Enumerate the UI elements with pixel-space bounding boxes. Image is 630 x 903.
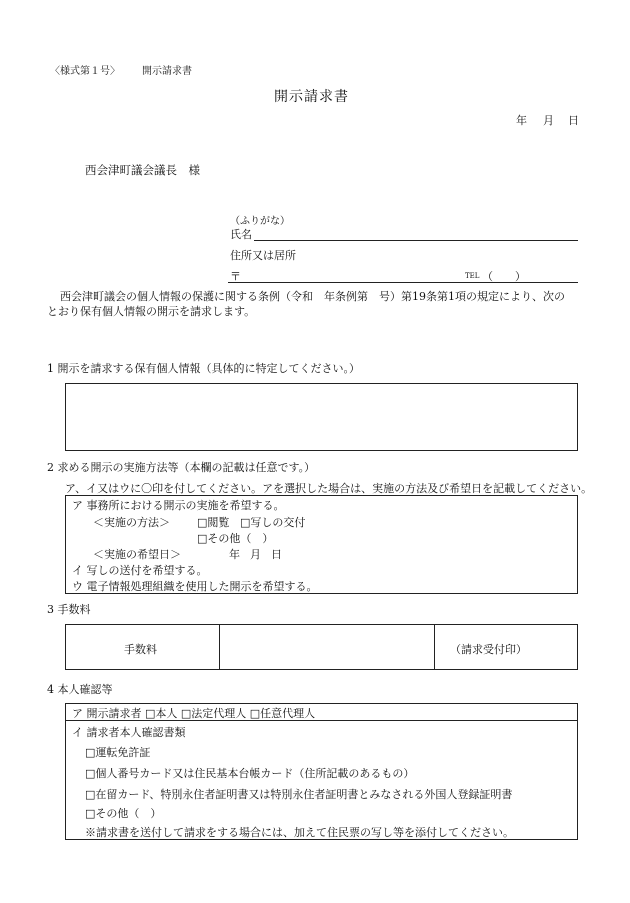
option-a[interactable]: ア 事務所における開示の実施を希望する。 xyxy=(72,499,285,512)
desired-date-month: 月 xyxy=(250,548,261,561)
method-view-checkbox[interactable]: □閲覧 xyxy=(197,516,230,529)
fee-table-divider xyxy=(219,625,220,669)
form-number: 〈様式第１号〉 xyxy=(50,66,120,77)
option-u[interactable]: ウ 電子情報処理組織を使用した開示を希望する。 xyxy=(72,580,318,593)
page-title: 開示請求書 xyxy=(274,89,349,105)
section4-heading: 4 本人確認等 xyxy=(47,683,113,696)
name-field[interactable] xyxy=(254,240,578,241)
address-field[interactable] xyxy=(228,282,578,283)
postal-mark: 〒 xyxy=(230,270,241,283)
date-year-label: 年 xyxy=(516,114,527,127)
fee-label: 手数料 xyxy=(124,643,157,656)
date-day-label: 日 xyxy=(568,114,579,127)
date-month-label: 月 xyxy=(543,114,554,127)
section1-heading: 1 開示を請求する保有個人情報（具体的に特定してください。） xyxy=(47,362,360,375)
id-doc-drivers-license[interactable]: □運転免許証 xyxy=(85,746,151,759)
tel-mark: TEL xyxy=(465,272,480,280)
intro-line2: とおり保有個人情報の開示を請求します。 xyxy=(47,305,256,318)
fee-table xyxy=(65,624,578,670)
personal-info-textbox[interactable] xyxy=(65,383,578,451)
id-doc-residence-card[interactable]: □在留カード、特別永住者証明書又は特別永住者証明書とみなされる外国人登録証明書 xyxy=(85,788,513,801)
section3-heading: 3 手数料 xyxy=(47,603,91,616)
address-label: 住所又は居所 xyxy=(230,249,296,262)
tel-parens: （ ） xyxy=(482,270,526,283)
identity-verification-table xyxy=(65,703,578,840)
recipient: 西会津町議会議長 様 xyxy=(85,163,200,177)
section2-heading: 2 求める開示の実施方法等（本欄の記載は任意です。） xyxy=(47,461,316,474)
reception-stamp-label: （請求受付印） xyxy=(450,643,527,656)
option-i[interactable]: イ 写しの送付を希望する。 xyxy=(72,564,208,577)
method-label: ＜実施の方法＞ xyxy=(93,516,170,529)
id-doc-other[interactable]: □その他（ ） xyxy=(85,807,162,820)
row-divider xyxy=(66,720,577,721)
section2-instruction: ア、イ又はウに〇印を付してください。アを選択した場合は、実施の方法及び希望日を記載してください。 xyxy=(65,482,593,495)
desired-date-day: 日 xyxy=(271,548,282,561)
method-other-checkbox[interactable]: □その他（ ） xyxy=(197,532,274,545)
intro-line1: 西会津町議会の個人情報の保護に関する条例（令和 年条例第 号）第19条第1項の規定により、次の xyxy=(60,290,565,303)
name-label: 氏名 xyxy=(230,228,252,241)
method-copy-checkbox[interactable]: □写しの交付 xyxy=(240,516,306,529)
furigana-label: （ふりがな） xyxy=(230,216,290,227)
desired-date-year: 年 xyxy=(229,548,240,561)
id-doc-my-number-card[interactable]: □個人番号カード又は住民基本台帳カード（住所記載のあるもの） xyxy=(85,767,415,780)
disclosure-method-box xyxy=(65,495,578,594)
desired-date-label: ＜実施の希望日＞ xyxy=(93,548,181,561)
form-name: 開示請求書 xyxy=(142,66,192,77)
requester-type-row[interactable]: ア 開示請求者 □本人 □法定代理人 □任意代理人 xyxy=(72,707,316,720)
id-documents-heading: イ 請求者本人確認書類 xyxy=(72,726,186,739)
fee-table-divider xyxy=(434,625,435,669)
postal-request-note: ※請求書を送付して請求をする場合には、加えて住民票の写し等を添付してください。 xyxy=(85,826,514,839)
